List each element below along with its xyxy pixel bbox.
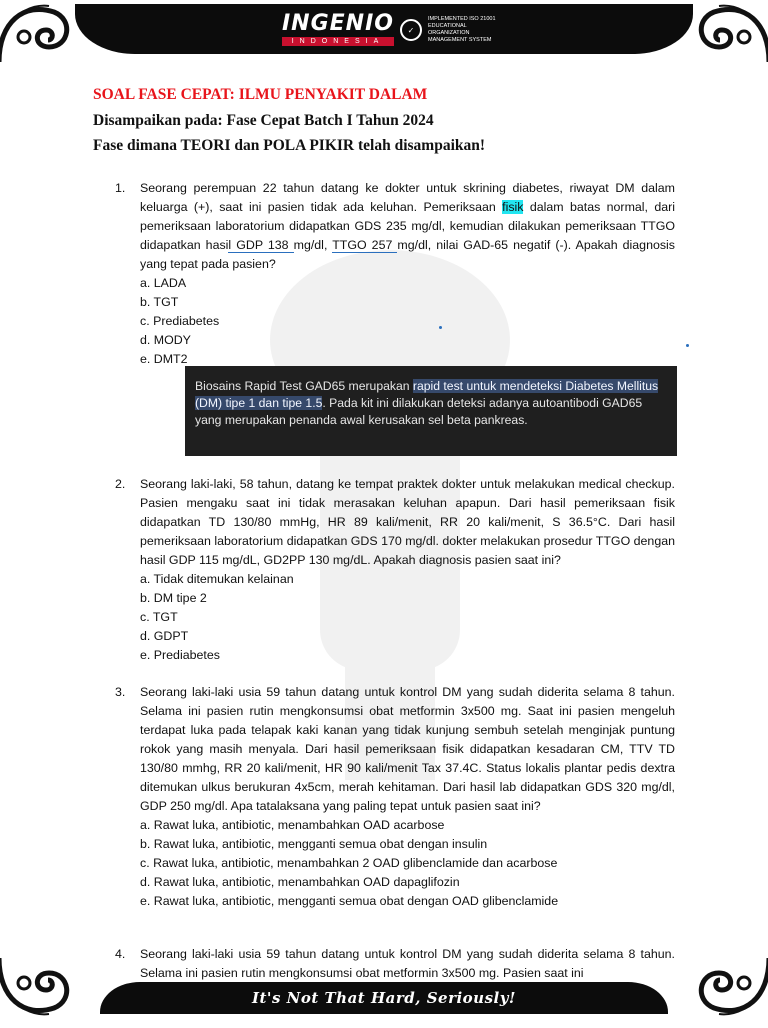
brand-name: INGENIO [282,11,394,36]
batik-ornament-icon [0,0,84,72]
annotation-dot [686,344,689,347]
question-3 [115,683,675,911]
answer-option: a. LADA [140,276,187,290]
question-4 [115,945,675,983]
brand-logo [282,11,518,46]
question-number: 1. [115,181,126,195]
question-stem: Seorang laki-laki usia 59 tahun datang untuk kontrol DM yang sudah diderita selama 8 tahun. Selama ini pasien rutin mengkonsumsi obat metformin 3x500 mg. Saat ini pasien mengeluh terdapat luka pada telapak kaki kanan yang tidak kunjung sembuh setelah menginjak puntung rokok yang masih menyala. Dari hasil pemeriksaan fisik didapatkan kesadaran CM, TTV TD 130/80 mmhg, RR 20 kali/menit, HR 90 kali/menit Tax 37.4C. Status lokalis plantar pedis dextra ditemukan ulkus berukuran 4x5cm, merah kehitaman. Dari hasil lab didapatkan GDS 320 mg/dl, GDP 250 mg/dl. Apa tatalaksana yang paling tepat untuk pasien saat ini? [140,685,675,813]
answer-option: c. Prediabetes [140,314,220,328]
selected-text: rapid test untuk mendeteksi Diabetes Mellitus (DM) tipe 1 dan tipe 1.5 [195,379,659,410]
question-stem: Seorang laki-laki, 58 tahun, datang ke tempat praktek dokter untuk melakukan medical checkup. Pasien mengaku saat ini tidak merasakan keluhan apapun. Dari hasil pemeriksaan fisik didapatkan TD 130/80 mmHg, HR 89 kali/menit, RR 20 kali/menit, S 36.5°C. Dari hasil pemeriksaan laboratorium didapatkan GDS 170 mg/dl. dokter melakukan prosedur TTGO dengan hasil GDP 115 mg/dL, GD2PP 130 mg/dL. Apakah diagnosis pasien saat ini? [140,477,675,567]
footer-tagline: It's Not That Hard, Seriously! [251,989,517,1007]
underlined-value: l GDP 138 [228,238,294,252]
answer-option: c. TGT [140,610,178,624]
question-2 [115,475,675,665]
delivered-subtitle: Disampaikan pada: Fase Cepat Batch I Tahun 2024 [93,112,434,129]
iso-seal-icon: ✓ [400,19,422,41]
answer-option: d. GDPT [140,629,189,643]
iso-caption: IMPLEMENTED ISO 21001 EDUCATIONAL ORGANIZATION MANAGEMENT SYSTEM [427,16,496,43]
answer-option: d. Rawat luka, antibiotic, menambahkan OAD dapaglifozin [140,875,460,889]
question-stem: Seorang perempuan 22 tahun datang ke dokter untuk skrining diabetes, riwayat DM dalam keluarga (+), saat ini pasien tidak ada keluhan. Pemeriksaan fisik dalam batas normal, dari pemeriksaan laboratorium didapatkan GDS 235 mg/dl, kemudian dilakukan pemeriksaan TTGO didapatkan hasil GDP 138 mg/dl, TTGO 257 mg/dl, nilai GAD-65 negatif (-). Apakah diagnosis yang tepat pada pasien? [140,181,676,271]
underlined-value: TTGO 257 [332,238,398,252]
answer-option: e. Prediabetes [140,648,220,662]
batik-ornament-icon [684,948,768,1028]
answer-option: e. DMT2 [140,352,188,366]
batik-ornament-icon [684,0,768,72]
answer-option: e. Rawat luka, antibiotic, mengganti semua obat dengan OAD glibenclamide [140,894,559,908]
question-number: 3. [115,685,126,699]
brand-subtitle: INDONESIA [282,37,394,46]
answer-option: b. Rawat luka, antibiotic, mengganti semua obat dengan insulin [140,837,488,851]
question-number: 2. [115,477,126,491]
answer-option: a. Tidak ditemukan kelainan [140,572,294,586]
answer-option: c. Rawat luka, antibiotic, menambahkan 2 OAD glibenclamide dan acarbose [140,856,558,870]
highlighted-word: fisik [502,200,524,214]
page-title: SOAL FASE CEPAT: ILMU PENYAKIT DALAM [93,86,428,103]
batik-ornament-icon [0,948,84,1028]
answer-option: a. Rawat luka, antibiotic, menambahkan OAD acarbose [140,818,445,832]
phase-subtitle: Fase dimana TEORI dan POLA PIKIR telah disampaikan! [93,137,486,154]
header-banner [0,0,768,64]
annotation-dot [439,326,442,329]
search-snippet-callout: Biosains Rapid Test GAD65 merupakan rapid test untuk mendeteksi Diabetes Mellitus (DM) tipe 1 dan tipe 1.5. Pada kit ini dilakukan deteksi adanya autoantibodi GAD65 yang merupakan penanda awal kerusakan sel beta pankreas. [185,366,677,456]
answer-option: b. TGT [140,295,179,309]
answer-option: b. DM tipe 2 [140,591,207,605]
footer-bar [100,982,668,1014]
question-number: 4. [115,947,126,961]
answer-option: d. MODY [140,333,191,347]
question-1 [115,179,675,369]
question-stem: Seorang laki-laki usia 59 tahun datang untuk kontrol DM yang sudah diderita selama 8 tahun. Selama ini pasien rutin mengkonsumsi obat metformin 3x500 mg. Pasien saat ini [140,947,675,980]
